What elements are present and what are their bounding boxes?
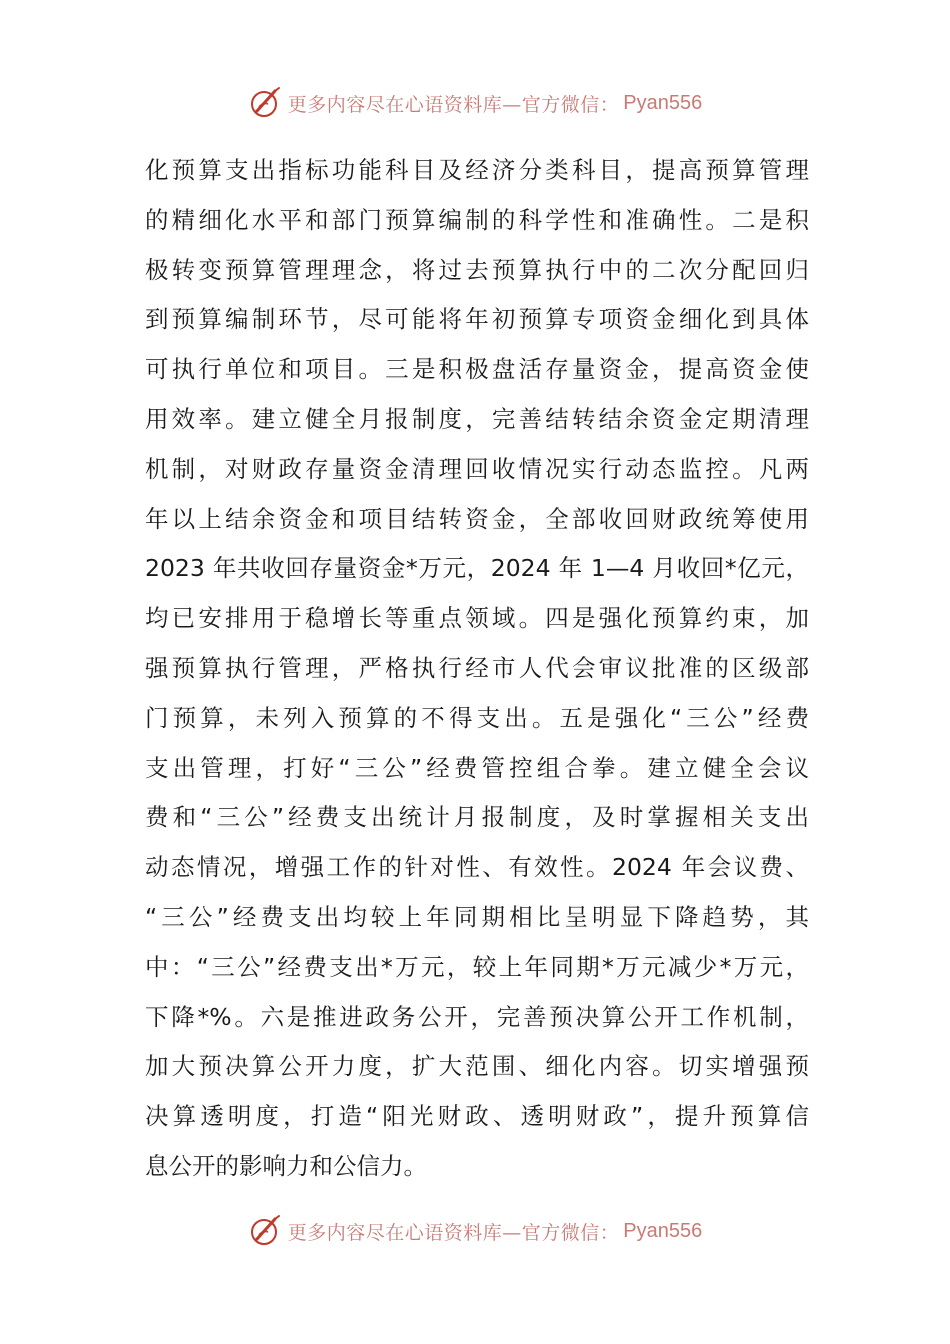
pen-circle-logo-icon	[248, 85, 284, 121]
footer-banner-inner	[248, 1213, 702, 1249]
footer-banner-text: 更多内容尽在心语资料库—官方微信：	[287, 1221, 620, 1244]
body-line: 下降*%。六是推进政务公开，完善预决算公开工作机制，	[145, 1002, 809, 1031]
body-line: “三公”经费支出均较上年同期相比呈明显下降趋势，其	[145, 902, 809, 931]
body-line: 决算透明度，打造“阳光财政、透明财政”，提升预算信	[145, 1102, 809, 1131]
body-line: 费和“三公”经费支出统计月报制度，及时掌握相关支出	[145, 803, 809, 832]
body-line: 可执行单位和项目。三是积极盘活存量资金，提高资金使	[145, 355, 809, 384]
document-body	[145, 146, 809, 1192]
body-line: 加大预决算公开力度，扩大范围、细化内容。切实增强预	[145, 1052, 809, 1081]
body-line: 支出管理，打好“三公”经费管控组合拳。建立健全会议	[145, 753, 809, 782]
body-line: 的精细化水平和部门预算编制的科学性和准确性。二是积	[145, 205, 809, 234]
footer-banner-wechat-id: Pyan556	[623, 1219, 703, 1242]
body-line: 到预算编制环节，尽可能将年初预算专项资金细化到具体	[145, 305, 809, 334]
body-line: 中：“三公”经费支出*万元，较上年同期*万元减少*万元，	[145, 952, 809, 981]
footer-banner	[0, 1208, 950, 1254]
body-line: 机制，对财政存量资金清理回收情况实行动态监控。凡两	[145, 454, 809, 483]
body-line: 息公开的影响力和公信力。	[145, 1151, 427, 1180]
body-line: 用效率。建立健全月报制度，完善结转结余资金定期清理	[145, 404, 809, 433]
body-line: 2023 年共收回存量资金*万元，2024 年 1—4 月收回*亿元，	[145, 554, 809, 583]
body-line: 化预算支出指标功能科目及经济分类科目，提高预算管理	[145, 156, 809, 184]
pen-circle-logo-icon	[248, 1213, 284, 1249]
body-line: 均已安排用于稳增长等重点领域。四是强化预算约束，加	[145, 604, 809, 633]
header-banner-inner	[248, 85, 702, 121]
body-line: 门预算，未列入预算的不得支出。五是强化“三公”经费	[145, 703, 809, 732]
body-line: 动态情况，增强工作的针对性、有效性。2024 年会议费、	[145, 853, 809, 882]
header-banner	[0, 80, 950, 126]
header-banner-text: 更多内容尽在心语资料库—官方微信：	[287, 93, 620, 116]
body-line: 强预算执行管理，严格执行经市人代会审议批准的区级部	[145, 653, 809, 682]
body-line: 年以上结余资金和项目结转资金，全部收回财政统筹使用	[145, 504, 809, 533]
header-banner-wechat-id: Pyan556	[623, 91, 703, 114]
body-line: 极转变预算管理理念，将过去预算执行中的二次分配回归	[145, 255, 809, 284]
